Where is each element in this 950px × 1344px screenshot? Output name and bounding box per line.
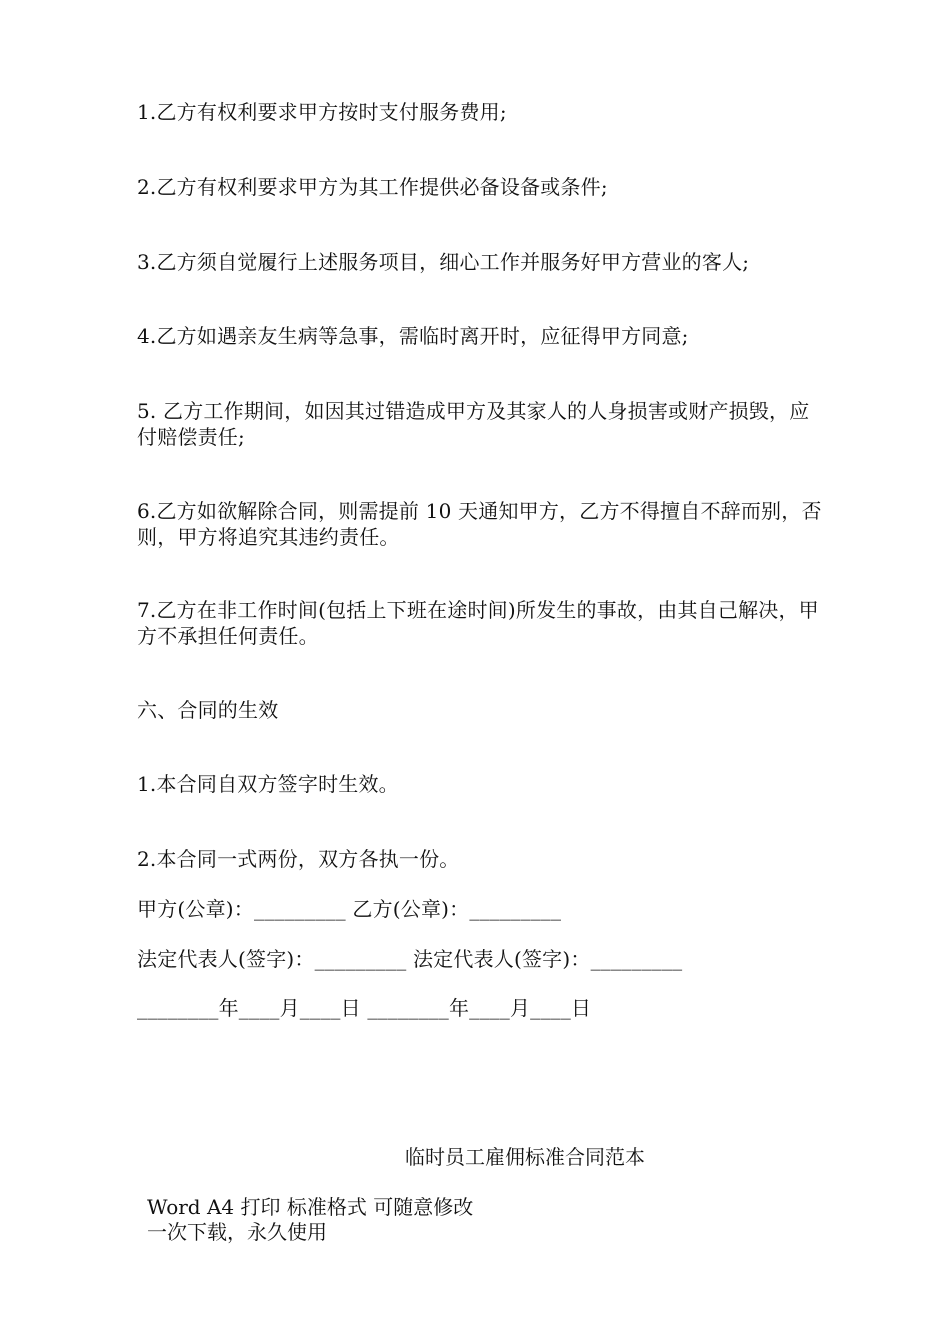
footer-note-line-2: 一次下载，永久使用	[147, 1220, 327, 1244]
effect-item-1: 1.本合同自双方签字时生效。	[137, 772, 399, 796]
clause-item-6: 6.乙方如欲解除合同，则需提前 10 天通知甲方，乙方不得擅自不辞而别，否则，甲方将追究其违约责任。	[137, 499, 822, 549]
footer-note-line-1: Word A4 打印 标准格式 可随意修改	[147, 1195, 474, 1219]
clause-item-1: 1.乙方有权利要求甲方按时支付服务费用;	[137, 100, 507, 124]
clause-item-5: 5. 乙方工作期间，如因其过错造成甲方及其家人的人身损害或财产损毁，应付赔偿责任;	[137, 399, 810, 449]
clause-item-4: 4.乙方如遇亲友生病等急事，需临时离开时，应征得甲方同意;	[137, 324, 689, 348]
effect-item-2: 2.本合同一式两份，双方各执一份。	[137, 847, 460, 871]
clause-item-2: 2.乙方有权利要求甲方为其工作提供必备设备或条件;	[137, 175, 608, 199]
clause-item-7: 7.乙方在非工作时间(包括上下班在途时间)所发生的事故，由其自己解决，甲方不承担任何责任。	[137, 598, 819, 648]
legal-rep-line: 法定代表人(签字)：_________ 法定代表人(签字)：_________	[137, 947, 683, 971]
section-heading: 六、合同的生效	[137, 698, 279, 722]
seal-line: 甲方(公章)：_________ 乙方(公章)：_________	[137, 897, 562, 921]
clause-item-3: 3.乙方须自觉履行上述服务项目，细心工作并服务好甲方营业的客人;	[137, 250, 750, 274]
footer-title: 临时员工雇佣标准合同范本	[405, 1145, 645, 1169]
date-line: ________年____月____日 ________年____月____日	[137, 996, 592, 1020]
